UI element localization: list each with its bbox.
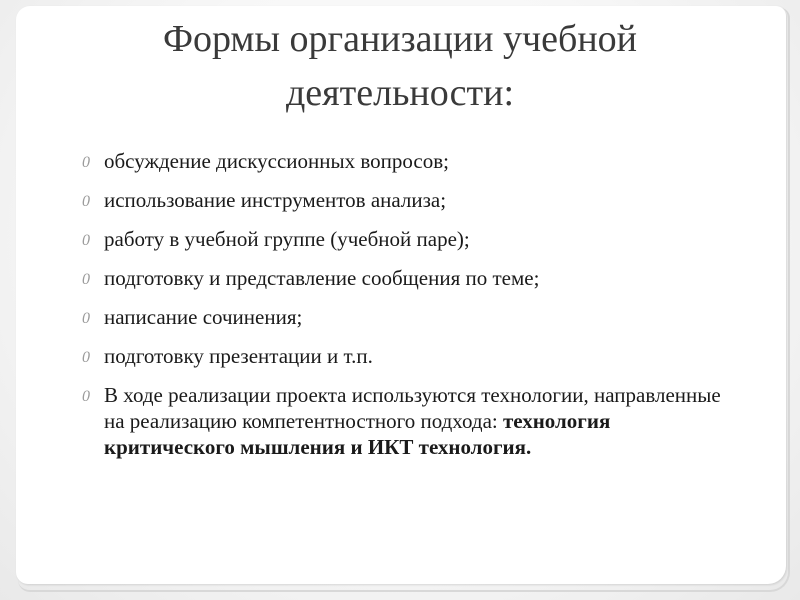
list-item bbox=[82, 148, 742, 174]
list-item-text: обсуждение дискуссионных вопросов; bbox=[104, 149, 449, 173]
list-item bbox=[82, 304, 742, 330]
bullet-list bbox=[82, 148, 742, 473]
bullet-marker: 0 bbox=[82, 154, 90, 171]
bullet-marker: 0 bbox=[82, 349, 90, 366]
list-item-text: использование инструментов анализа; bbox=[104, 188, 447, 212]
bullet-marker: 0 bbox=[82, 388, 90, 405]
bullet-marker: 0 bbox=[82, 271, 90, 288]
list-item-text: написание сочинения; bbox=[104, 305, 303, 329]
bullet-marker: 0 bbox=[82, 232, 90, 249]
list-item-text: подготовку презентации и т.п. bbox=[104, 344, 373, 368]
slide-title: Формы организации учебной деятельности: bbox=[162, 18, 638, 114]
list-item bbox=[82, 226, 742, 252]
list-item bbox=[82, 265, 742, 291]
bullet-marker: 0 bbox=[82, 310, 90, 327]
bullet-marker: 0 bbox=[82, 193, 90, 210]
list-item bbox=[82, 343, 742, 369]
list-item-text: подготовку и представление сообщения по теме; bbox=[104, 266, 540, 290]
list-item-text: работу в учебной группе (учебной паре); bbox=[104, 227, 470, 251]
list-item-final bbox=[82, 382, 742, 460]
final-item-text: В ходе реализации проекта используются технологии, направленные на реализацию компетентностного подхода: bbox=[104, 383, 721, 433]
final-item-bold-text: технология критического мышления и ИКТ технология. bbox=[104, 409, 611, 459]
list-item bbox=[82, 187, 742, 213]
